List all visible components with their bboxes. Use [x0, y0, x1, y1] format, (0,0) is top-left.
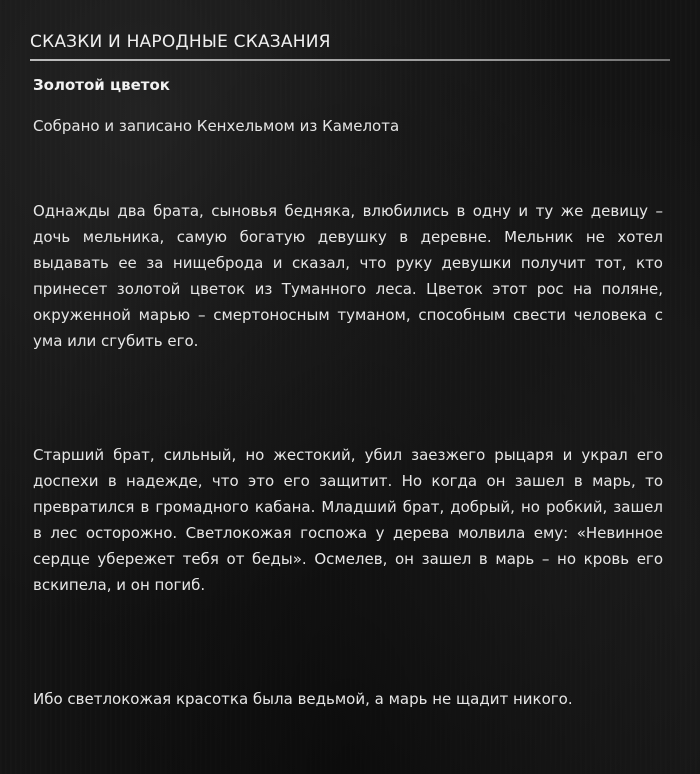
section-title: СКАЗКИ И НАРОДНЫЕ СКАЗАНИЯ	[30, 32, 331, 52]
entry-paragraph-2: Старший брат, сильный, но жестокий, убил заезжего рыцаря и украл его доспехи в надежде, что это его защитит. Но когда он зашел в марь, то превратился в громадного кабана. Младший брат, добрый, но робкий, зашел в лес осторожно. Светлокожая госпожа у дерева молвила ему: «Невинное сердце убережет тебя от беды». Осмелев, он зашел в марь – но кровь его вскипела, и он погиб.	[33, 446, 663, 594]
entry-author-line: Собрано и записано Кенхельмом из Камелота	[33, 117, 400, 135]
entry-paragraph-3: Ибо светлокожая красотка была ведьмой, а марь не щадит никого.	[33, 690, 573, 708]
entry-paragraph-1: Однажды два брата, сыновья бедняка, влюбились в одну и ту же девицу – дочь мельника, самую богатую девушку в деревне. Мельник не хотел выдавать ее за нищеброда и сказал, что руку девушки получит тот, кто принесет золотой цветок из Туманного леса. Цветок этот рос на поляне, окруженной марью – смертоносным туманом, способным свести человека с ума или сгубить его.	[33, 202, 663, 350]
entry-title: Золотой цветок	[33, 76, 170, 94]
header-divider	[30, 59, 670, 61]
